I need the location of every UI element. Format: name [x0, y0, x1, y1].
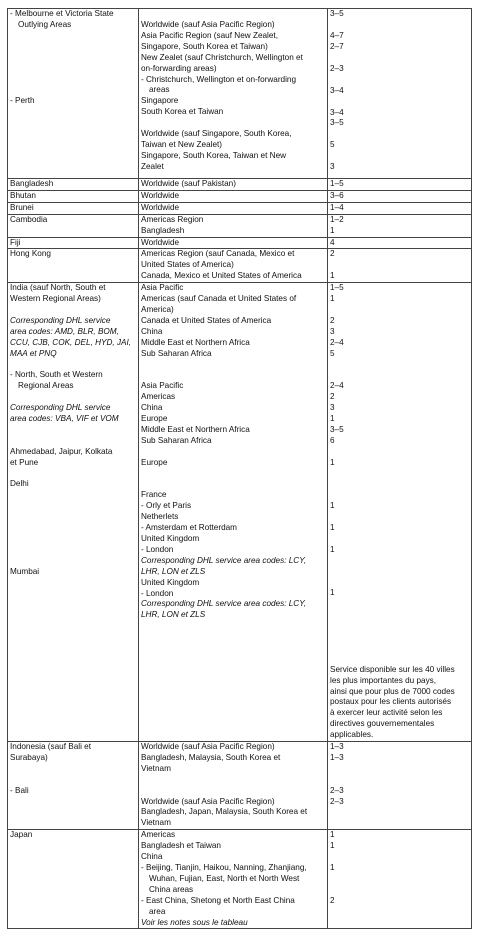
transit-cell — [328, 283, 472, 742]
country-label: Surabaya) — [10, 752, 48, 762]
destination-text: New Zealet (sauf Christchurch, Wellington et — [141, 52, 303, 62]
country-label: - North, South et Western — [10, 370, 103, 380]
country-label: MAA et PNQ — [10, 348, 57, 358]
transit-days: 1–2 — [330, 214, 344, 224]
spacer — [330, 775, 469, 786]
spacer — [10, 305, 136, 316]
destination-text: Worldwide (sauf Asia Pacific Region) — [141, 20, 275, 29]
destination-text: Americas (sauf Canada et United States of — [141, 294, 297, 304]
transit-cell — [328, 249, 472, 283]
spacer — [10, 425, 136, 436]
transit-cell: 1–5 — [328, 179, 472, 191]
spacer — [141, 480, 325, 491]
country-label: area codes: AMD, BLR, BOM, — [10, 326, 119, 336]
destination-text: America) — [141, 305, 174, 315]
destination-text: - Amsterdam et Rotterdam — [141, 523, 238, 533]
spacer — [10, 392, 136, 403]
transit-days: 6 — [330, 435, 335, 445]
transit-days: 1–3 — [330, 752, 344, 762]
spacer — [10, 469, 136, 480]
spacer — [10, 523, 136, 534]
spacer — [330, 610, 469, 621]
country-label: Delhi — [10, 479, 29, 489]
destination-text: Bangladesh, Malaysia, South Korea et — [141, 752, 281, 762]
transit-days: 3–5 — [330, 9, 344, 18]
country-label: - Melbourne et Victoria State — [10, 9, 114, 18]
transit-cell — [328, 830, 472, 929]
destination-text: France — [141, 490, 167, 500]
destination-text: Asia Pacific — [141, 381, 184, 391]
destination-text: United Kingdom — [141, 577, 200, 587]
transit-cell: 1–4 — [328, 202, 472, 214]
country-label: Corresponding DHL service — [10, 403, 111, 413]
spacer — [330, 512, 469, 523]
country-cell — [8, 742, 139, 830]
destination-text: Worldwide (sauf Asia Pacific Region) — [141, 796, 275, 806]
destination-text: Americas Region — [141, 214, 204, 224]
destination-text: Vietnam — [141, 763, 171, 773]
spacer — [330, 621, 469, 632]
destination-text: Bangladesh — [141, 225, 185, 235]
destination-text: Canada, Mexico et United States of America — [141, 271, 302, 281]
table-row — [8, 179, 472, 191]
transit-days: 1 — [330, 414, 335, 424]
transit-days: 3–4 — [330, 85, 344, 95]
table-row — [8, 9, 472, 179]
transit-days: 1–3 — [330, 742, 344, 752]
transit-days: postaux pour les clients autorisés — [330, 697, 452, 707]
destination-text: LHR, LON et ZLS — [141, 610, 206, 620]
country-cell — [8, 9, 139, 179]
destination-text: Zealet — [141, 161, 164, 171]
spacer — [330, 654, 469, 665]
destination-text: - Orly et Paris — [141, 501, 192, 511]
spacer — [330, 764, 469, 775]
spacer — [10, 360, 136, 371]
destination-text: Singapore — [141, 96, 179, 106]
destination-text: Americas — [141, 830, 176, 840]
spacer — [141, 370, 325, 381]
country-label: area codes: VBA, VIF et VOM — [10, 414, 119, 424]
transit-days: 2 — [330, 315, 335, 325]
destination-text: Americas Region (sauf Canada, Mexico et — [141, 249, 295, 259]
destination-text: Middle East et Northern Africa — [141, 425, 250, 434]
spacer — [330, 885, 469, 896]
country-label: Mumbai — [10, 566, 40, 576]
country-cell: Bangladesh — [8, 179, 139, 191]
country-label: Ahmedabad, Jaipur, Kolkata — [10, 446, 113, 456]
destination-cell — [139, 283, 328, 742]
spacer — [330, 643, 469, 654]
country-cell: Bhutan — [8, 190, 139, 202]
destination-cell — [139, 9, 328, 179]
destination-cell: Worldwide — [139, 237, 328, 249]
spacer — [330, 447, 469, 458]
spacer — [330, 370, 469, 381]
transit-cell — [328, 214, 472, 237]
table-row — [8, 202, 472, 214]
transit-days: 1 — [330, 830, 335, 840]
destination-text: Sub Saharan Africa — [141, 348, 212, 358]
country-cell: Cambodia — [8, 214, 139, 237]
destination-text: United Kingdom — [141, 534, 200, 544]
destination-text: - Beijing, Tianjin, Haikou, Nanning, Zhanjiang, — [141, 862, 307, 872]
transit-days: 3 — [330, 326, 335, 336]
transit-days: 2–3 — [330, 796, 344, 806]
destination-text: Worldwide (sauf Asia Pacific Region) — [141, 742, 275, 752]
spacer — [330, 490, 469, 501]
spacer — [330, 479, 469, 490]
destination-text: - London — [141, 588, 174, 598]
country-cell: Fiji — [8, 237, 139, 249]
country-label: et Pune — [10, 457, 39, 467]
transit-cell — [328, 9, 472, 179]
spacer — [141, 469, 325, 480]
transit-days: 2–4 — [330, 381, 344, 391]
table-row — [8, 214, 472, 237]
transit-cell: 4 — [328, 237, 472, 249]
transit-days: 1 — [330, 841, 335, 851]
transit-days: 1 — [330, 862, 335, 872]
country-label: Regional Areas — [18, 381, 74, 391]
transit-days: 2–7 — [330, 41, 344, 51]
transit-days: 2 — [330, 392, 335, 402]
spacer — [330, 578, 469, 589]
transit-days: applicables. — [330, 730, 374, 740]
transit-days: 1 — [330, 294, 335, 304]
destination-text: Canada et United States of America — [141, 315, 272, 325]
destination-text: area — [149, 906, 166, 916]
spacer — [10, 534, 136, 545]
country-label: Outlying Areas — [18, 19, 72, 29]
transit-days: 1 — [330, 523, 335, 533]
spacer — [330, 360, 469, 371]
spacer — [10, 545, 136, 556]
destination-text: Europe — [141, 457, 168, 467]
spacer — [330, 556, 469, 567]
transit-days: 1 — [330, 271, 335, 281]
destination-cell — [139, 214, 328, 237]
transit-days: directives gouvernementales — [330, 719, 435, 729]
transit-days: 1 — [330, 544, 335, 554]
destination-text: Europe — [141, 414, 168, 424]
destination-text: South Korea et Taiwan — [141, 107, 224, 117]
spacer — [10, 436, 136, 447]
destination-text: China — [141, 403, 163, 413]
destination-text: United States of America) — [141, 260, 234, 270]
table-row — [8, 830, 472, 929]
spacer — [141, 775, 325, 786]
spacer — [141, 447, 325, 458]
transit-days: 2 — [330, 249, 335, 259]
table-row — [8, 237, 472, 249]
country-label: CCU, CJB, COK, DEL, HYD, JAI, — [10, 337, 132, 347]
transit-cell — [328, 742, 472, 830]
spacer — [10, 490, 136, 501]
transit-days: 1 — [330, 457, 335, 467]
destination-text: Netherlets — [141, 512, 179, 522]
transit-days: les plus importantes du pays, — [330, 675, 437, 685]
spacer — [330, 874, 469, 885]
transit-days: 5 — [330, 140, 335, 150]
transit-days: Service disponible sur les 40 villes — [330, 664, 455, 674]
destination-text: - Christchurch, Wellington et on-forwarding — [141, 74, 297, 84]
destination-text: Bangladesh, Japan, Malaysia, South Korea et — [141, 807, 308, 817]
country-cell: Brunei — [8, 202, 139, 214]
country-label: Indonesia (sauf Bali et — [10, 742, 92, 752]
country-label: India (sauf North, South et — [10, 283, 106, 293]
country-label: - Bali — [10, 785, 29, 795]
destination-text: Asia Pacific Region (sauf New Zealet, — [141, 30, 278, 40]
transit-days: 3–4 — [330, 107, 344, 117]
transit-days: 3 — [330, 403, 335, 413]
destination-text: areas — [149, 85, 170, 95]
transit-days: 5 — [330, 348, 335, 358]
transit-days: à exercer leur activité selon les — [330, 708, 443, 718]
country-label: Corresponding DHL service — [10, 315, 111, 325]
spacer — [10, 775, 136, 786]
destination-cell — [139, 742, 328, 830]
transit-days: 1 — [330, 501, 335, 511]
transit-days: 3–5 — [330, 424, 344, 434]
destination-text: China areas — [149, 884, 194, 894]
destination-text: Sub Saharan Africa — [141, 435, 212, 445]
transit-days: 3–5 — [330, 118, 344, 128]
destination-text: China — [141, 326, 163, 336]
destination-text: China — [141, 852, 163, 862]
destination-cell — [139, 249, 328, 283]
country-cell: Hong Kong — [8, 249, 139, 283]
destination-text: Wuhan, Fujian, East, North et North West — [149, 873, 300, 883]
table-row — [8, 283, 472, 742]
spacer — [330, 599, 469, 610]
destination-text: Worldwide (sauf Singapore, South Korea, — [141, 129, 292, 139]
destination-text: Vietnam — [141, 818, 171, 828]
transit-days: 3 — [330, 162, 335, 172]
country-label: - Perth — [10, 95, 35, 105]
destination-text: - East China, Shetong et North East China — [141, 895, 295, 905]
table-row — [8, 190, 472, 202]
destination-text: Singapore, South Korea et Taiwan) — [141, 41, 268, 51]
destination-text: Taiwan et New Zealet) — [141, 140, 222, 150]
transit-days: ainsi que pour plus de 7000 codes — [330, 686, 455, 696]
spacer — [10, 512, 136, 523]
spacer — [10, 556, 136, 567]
country-cell — [8, 283, 139, 742]
transit-days: 1 — [330, 225, 335, 235]
destination-text: Bangladesh et Taiwan — [141, 841, 221, 851]
destination-text: Singapore, South Korea, Taiwan et New — [141, 150, 287, 160]
country-cell: Japan — [8, 830, 139, 929]
transit-days: 1–5 — [330, 283, 344, 293]
destination-text: Middle East et Northern Africa — [141, 337, 250, 347]
destination-text: - London — [141, 544, 174, 554]
destination-text: on-forwarding areas) — [141, 63, 217, 73]
destination-text: LHR, LON et ZLS — [141, 566, 206, 576]
destination-cell: Worldwide (sauf Pakistan) — [139, 179, 328, 191]
destination-cell: Worldwide — [139, 202, 328, 214]
transit-days: 4–7 — [330, 30, 344, 40]
transit-days: 2–4 — [330, 337, 344, 347]
destination-text: Voir les notes sous le tableau — [141, 917, 248, 927]
destination-text: Corresponding DHL service area codes: LCY, — [141, 599, 307, 609]
transit-days: 2–3 — [330, 63, 344, 73]
table-row — [8, 742, 472, 830]
destination-cell — [139, 830, 328, 929]
transit-days: 2 — [330, 895, 335, 905]
table-row — [8, 249, 472, 283]
country-label: Western Regional Areas) — [10, 294, 101, 304]
spacer — [10, 764, 136, 775]
spacer — [330, 632, 469, 643]
rates-table — [7, 8, 472, 929]
spacer — [330, 305, 469, 316]
destination-text: Asia Pacific — [141, 283, 184, 293]
transit-days: 2–3 — [330, 785, 344, 795]
spacer — [330, 567, 469, 578]
destination-text: Americas — [141, 392, 176, 402]
spacer — [10, 501, 136, 512]
transit-cell: 3–6 — [328, 190, 472, 202]
destination-cell: Worldwide — [139, 190, 328, 202]
spacer — [141, 360, 325, 371]
spacer — [330, 469, 469, 480]
transit-days: 1 — [330, 588, 335, 598]
destination-text: Corresponding DHL service area codes: LCY, — [141, 555, 307, 565]
spacer — [141, 786, 325, 797]
spacer — [330, 852, 469, 863]
spacer — [330, 534, 469, 545]
